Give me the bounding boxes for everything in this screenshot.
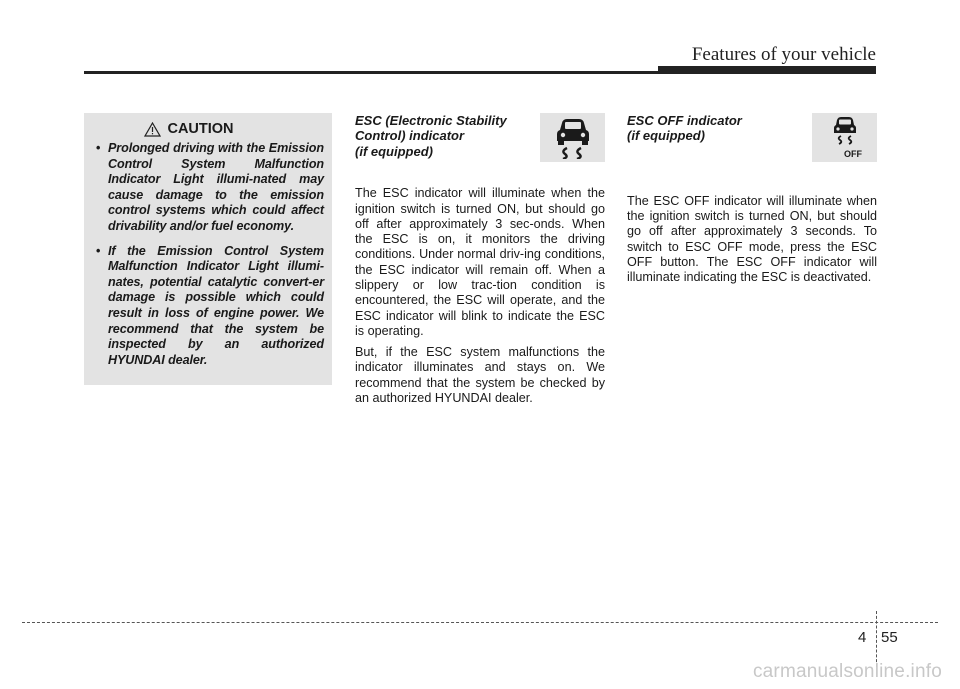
caution-item: • Prolonged driving with the Emission Control System Malfunction Indicator Light illumi-nated may cause damage to the emission control systems which could affect drivability and/or fuel economy.	[94, 141, 324, 235]
esc-paragraph: The ESC indicator will illuminate when the ignition switch is turned ON, but should go off after approximately 3 sec-onds. When the ESC is on, it monitors the driving conditions. Under normal driv-ing conditions, the ESC indicator will remain off. When a slippery or low trac-tion condition is encountered, the ESC will operate, and the ESC indicator will blink to indicate the ESC is operating.	[355, 186, 605, 338]
caution-heading	[54, 121, 324, 137]
header-rule-accent	[658, 66, 876, 72]
caution-box	[84, 113, 332, 385]
caution-item: • If the Emission Control System Malfunction Indicator Light illumi-nates, potential catalytic convert-er damage is possible which could result in loss of engine power. We recommend that the system be inspected by an authorized HYUNDAI dealer.	[94, 244, 324, 369]
header-title: Features of your vehicle	[691, 44, 876, 65]
esc-skid-car-icon	[553, 117, 593, 159]
caution-list	[94, 141, 324, 368]
esc-off-icon-label: OFF	[843, 148, 862, 159]
warning-triangle-icon	[144, 122, 161, 137]
footer-rule	[22, 622, 938, 623]
esc-off-section-title: ESC OFF indicator (if equipped)	[627, 113, 742, 144]
page-number: 55	[881, 629, 898, 646]
esc-paragraph: But, if the ESC system malfunctions the indicator illuminates and stays on. We recommend that the system be checked by an authorized HYUNDAI dealer.	[355, 345, 605, 406]
esc-off-paragraph: The ESC OFF indicator will illuminate when the ignition switch is turned ON, but should go off after approximately 3 seconds. To switch to ESC OFF mode, press the ESC OFF button. The ESC OFF indicator will illuminate indicating the ESC is deactivated.	[627, 193, 877, 285]
footer-separator	[876, 611, 877, 667]
caution-title: CAUTION	[167, 121, 234, 137]
esc-indicator-icon-box	[540, 113, 605, 162]
chapter-number: 4	[858, 629, 867, 646]
watermark: carmanualsonline.info	[752, 661, 942, 682]
esc-section-title: ESC (Electronic Stability Control) indicator (if equipped)	[355, 113, 507, 159]
esc-off-indicator-icon-box	[812, 113, 877, 162]
esc-off-icon	[823, 116, 867, 160]
